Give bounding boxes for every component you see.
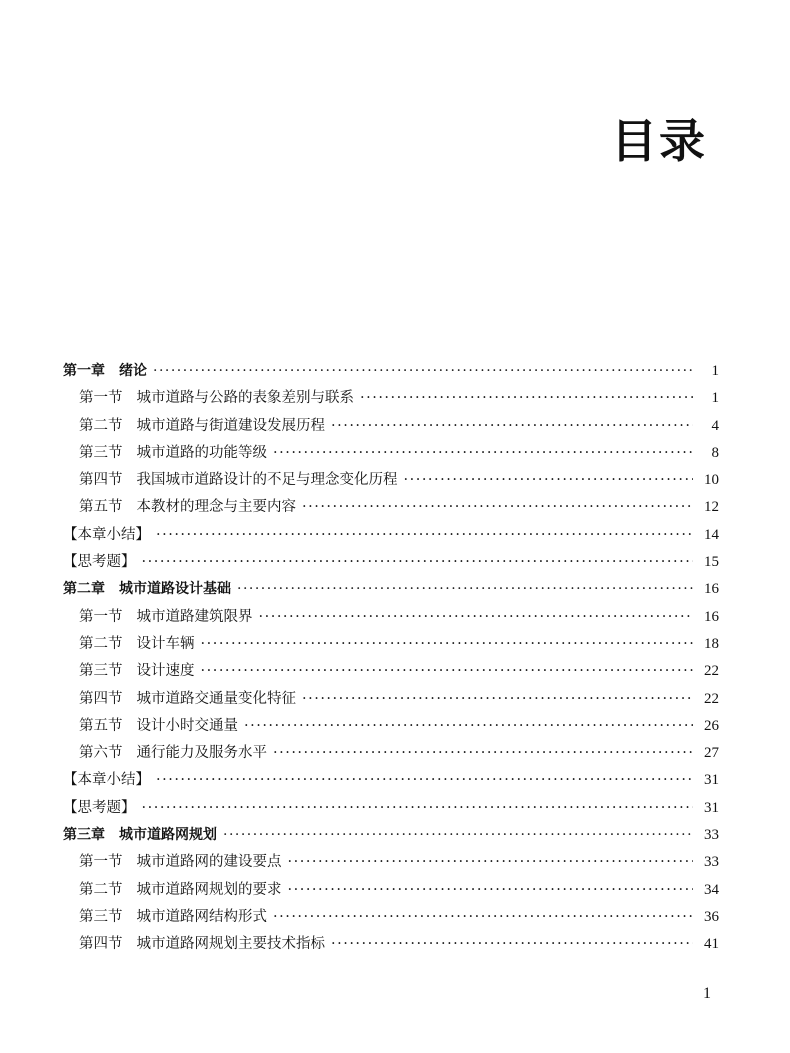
toc-page-number: 1 — [711, 363, 719, 379]
toc-entry-title: 城市道路网规划的要求 — [136, 881, 282, 898]
toc-entry-number: 第三节 — [79, 663, 123, 680]
toc-page-number: 18 — [704, 635, 719, 652]
toc-page-number: 16 — [704, 581, 719, 598]
toc-section-entry[interactable] — [63, 849, 719, 876]
toc-entry-title: 【思考题】 — [63, 799, 136, 816]
toc-entry-title: 我国城市道路设计的不足与理念变化历程 — [136, 472, 398, 489]
dot-leader — [259, 604, 694, 631]
toc-page-number: 31 — [704, 799, 719, 816]
toc-page-number: 4 — [711, 417, 719, 434]
toc-section-entry[interactable] — [63, 467, 719, 494]
toc-section-entry[interactable] — [63, 740, 719, 767]
toc-section-entry[interactable] — [63, 877, 719, 904]
toc-page-number: 22 — [704, 690, 719, 707]
toc-entry-number: 第二节 — [79, 635, 123, 652]
dot-leader — [331, 931, 693, 958]
toc-entry-number: 第三节 — [79, 444, 123, 461]
toc-entry-title: 城市道路网的建设要点 — [136, 854, 282, 871]
dot-leader — [288, 877, 694, 904]
page-number: 1 — [703, 985, 711, 1002]
toc-entry-number: 第一节 — [79, 608, 123, 625]
toc-section-entry[interactable] — [63, 604, 719, 631]
toc-page-number: 10 — [704, 472, 719, 489]
toc-entry-number: 第四节 — [79, 690, 123, 707]
toc-page-number: 33 — [704, 827, 719, 844]
toc-section-entry[interactable] — [63, 385, 719, 412]
toc-misc-entry[interactable] — [63, 767, 719, 794]
dot-leader — [142, 795, 694, 822]
toc-entry-number: 第五节 — [79, 717, 123, 734]
toc-page-number: 1 — [711, 390, 719, 407]
toc-entry-title: 【思考题】 — [63, 554, 136, 571]
toc-misc-entry[interactable] — [63, 522, 719, 549]
toc-page-number: 31 — [704, 772, 719, 789]
toc-section-entry[interactable] — [63, 904, 719, 931]
dot-leader — [302, 494, 693, 521]
toc-entry-title: 设计车辆 — [136, 635, 195, 652]
toc-entry-number: 第一节 — [79, 854, 123, 871]
toc-chapter-entry[interactable] — [63, 576, 719, 603]
toc-entry-number: 第五节 — [79, 499, 123, 516]
dot-leader — [201, 658, 694, 685]
toc-entry-number: 第六节 — [79, 745, 123, 762]
toc-misc-entry[interactable] — [63, 549, 719, 576]
toc-page-number: 16 — [704, 608, 719, 625]
toc-page-number: 34 — [704, 881, 719, 898]
toc-page-number: 41 — [704, 936, 719, 953]
toc-section-entry[interactable] — [63, 931, 719, 958]
toc-entry-number: 第三章 — [63, 827, 105, 844]
dot-leader — [237, 576, 693, 603]
toc-page-number: 33 — [704, 854, 719, 871]
dot-leader — [404, 467, 694, 494]
toc-entry-number: 第二节 — [79, 881, 123, 898]
toc-entry-title: 设计速度 — [136, 663, 195, 680]
dot-leader — [302, 686, 693, 713]
dot-leader — [156, 767, 693, 794]
toc-section-entry[interactable] — [63, 658, 719, 685]
toc-entry-number: 第一章 — [63, 363, 105, 379]
toc-entry-title: 城市道路与街道建设发展历程 — [136, 417, 325, 434]
dot-leader — [273, 904, 693, 931]
toc-entry-title: 城市道路设计基础 — [119, 581, 231, 598]
toc-entry-number: 第一节 — [79, 390, 123, 407]
toc-entry-title: 城市道路网结构形式 — [136, 908, 267, 925]
toc-entry-number: 第二章 — [63, 581, 105, 598]
toc-page-number: 22 — [704, 663, 719, 680]
toc-page-number: 14 — [704, 526, 719, 543]
dot-leader — [223, 822, 693, 849]
toc-page-number: 27 — [704, 745, 719, 762]
toc-section-entry[interactable] — [63, 494, 719, 521]
dot-leader — [288, 849, 694, 876]
toc-chapter-entry[interactable] — [63, 822, 719, 849]
toc-page-number: 36 — [704, 908, 719, 925]
toc-section-entry[interactable] — [63, 413, 719, 440]
toc-entry-title: 【本章小结】 — [63, 772, 150, 789]
dot-leader — [273, 440, 693, 467]
toc-section-entry[interactable] — [63, 713, 719, 740]
toc-section-entry[interactable] — [63, 631, 719, 658]
dot-leader — [331, 413, 693, 440]
toc-section-entry[interactable] — [63, 686, 719, 713]
toc-chapter-entry[interactable] — [63, 358, 719, 385]
toc-page-number: 26 — [704, 717, 719, 734]
toc-page-number: 15 — [704, 554, 719, 571]
table-of-contents — [63, 358, 719, 959]
dot-leader — [244, 713, 693, 740]
toc-entry-number: 第二节 — [79, 417, 123, 434]
toc-entry-title: 城市道路网规划主要技术指标 — [136, 936, 325, 953]
dot-leader — [142, 549, 694, 576]
toc-entry-title: 设计小时交通量 — [136, 717, 238, 734]
toc-entry-title: 通行能力及服务水平 — [136, 745, 267, 762]
dot-leader — [153, 358, 693, 385]
dot-leader — [201, 631, 694, 658]
toc-page-number: 12 — [704, 499, 719, 516]
dot-leader — [360, 385, 693, 412]
toc-entry-title: 本教材的理念与主要内容 — [136, 499, 296, 516]
toc-entry-title: 【本章小结】 — [63, 526, 150, 543]
toc-entry-number: 第三节 — [79, 908, 123, 925]
dot-leader — [273, 740, 693, 767]
toc-section-entry[interactable] — [63, 440, 719, 467]
toc-entry-title: 绪论 — [119, 363, 147, 379]
page-title: 目录 — [611, 114, 707, 168]
toc-entry-number: 第四节 — [79, 472, 123, 489]
toc-entry-number: 第四节 — [79, 936, 123, 953]
toc-page-number: 8 — [711, 444, 719, 461]
toc-entry-title: 城市道路交通量变化特征 — [136, 690, 296, 707]
toc-misc-entry[interactable] — [63, 795, 719, 822]
toc-entry-title: 城市道路建筑限界 — [136, 608, 253, 625]
toc-entry-title: 城市道路与公路的表象差别与联系 — [136, 390, 354, 407]
dot-leader — [156, 522, 693, 549]
toc-entry-title: 城市道路网规划 — [119, 827, 217, 844]
toc-entry-title: 城市道路的功能等级 — [136, 444, 267, 461]
